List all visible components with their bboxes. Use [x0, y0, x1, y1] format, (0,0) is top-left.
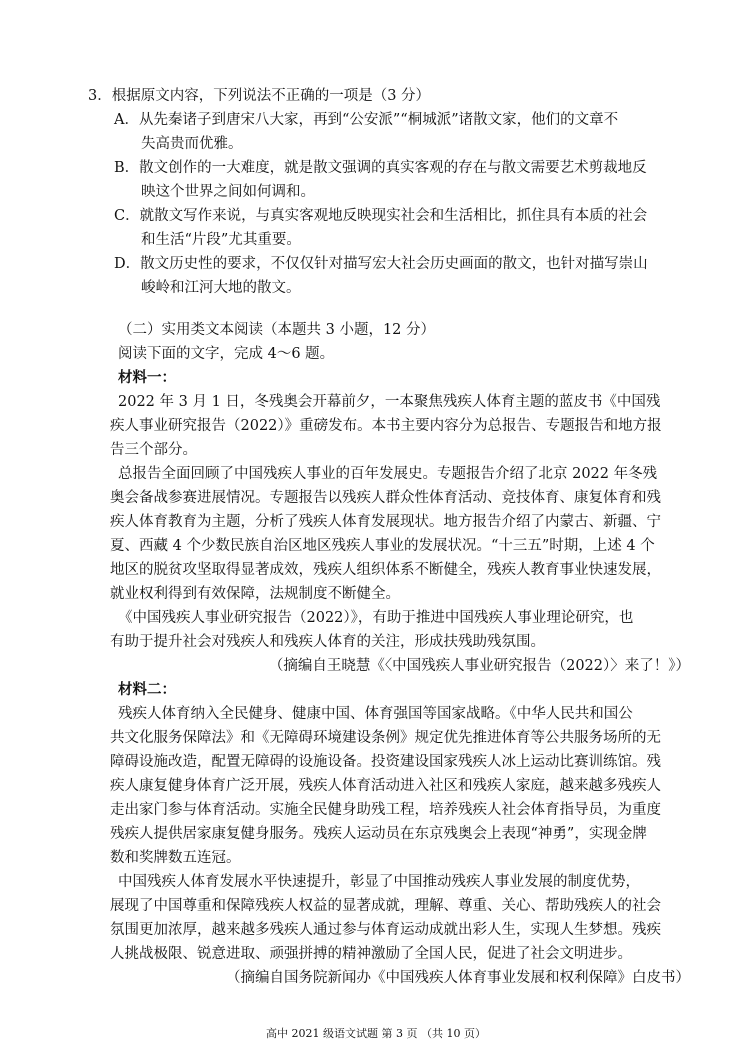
- option-c-line2: 和生活“片段”尤其重要。: [141, 232, 301, 248]
- material-2-source: （摘编自国务院新闻办《中国残疾人体育事业发展和权利保障》白皮书）: [226, 970, 690, 986]
- m1-p2-line3: 疾人体育教育为主题，分析了残疾人体育发展现状。地方报告介绍了内蒙古、新疆、宁: [110, 514, 661, 530]
- m1-p1-line1: 2022 年 3 月 1 日，冬残奥会开幕前夕，一本聚焦残疾人体育主题的蓝皮书《中国残: [118, 394, 661, 410]
- option-a-line1: A．从先秦诸子到唐宋八大家，再到“公安派”“桐城派”诸散文家，他们的文章不: [114, 112, 619, 128]
- material-1-source: （摘编自王晓慧《〈中国残疾人事业研究报告（2022）〉来了！》）: [268, 658, 690, 674]
- section-instruction: 阅读下面的文字，完成 4～6 题。: [118, 346, 335, 362]
- m2-p1-line6: 残疾人提供居家康复健身服务。残疾人运动员在东京残奥会上表现“神勇”，实现金牌: [110, 826, 647, 842]
- m2-p1-line7: 数和奖牌数五连冠。: [110, 850, 241, 866]
- m1-p2-line1: 总报告全面回顾了中国残疾人事业的百年发展史。专题报告介绍了北京 2022 年冬残: [118, 466, 658, 482]
- option-b-line1: B．散文创作的一大难度，就是散文强调的真实客观的存在与散文需要艺术剪裁地反: [114, 160, 647, 176]
- m1-p3-line2: 有助于提升社会对残疾人和残疾人体育的关注，形成扶残助残氛围。: [110, 634, 545, 650]
- m2-p1-line1: 残疾人体育纳入全民健身、健康中国、体育强国等国家战略。《中华人民共和国公: [118, 706, 633, 722]
- m1-p1-line3: 告三个部分。: [110, 442, 197, 458]
- option-a-line2: 失高贵而优雅。: [141, 136, 243, 152]
- option-c-line1: C．就散文写作来说，与真实客观地反映现实社会和生活相比，抓住具有本质的社会: [114, 208, 648, 224]
- m2-p2-line1: 中国残疾人体育发展水平快速提升，彰显了中国推动残疾人事业发展的制度优势，: [118, 874, 640, 890]
- question-3-stem: 3．根据原文内容，下列说法不正确的一项是（3 分）: [88, 88, 431, 104]
- page-footer: 高中 2021 级语文试题 第 3 页 （共 10 页）: [266, 1027, 486, 1040]
- option-b-line2: 映这个世界之间如何调和。: [141, 184, 315, 200]
- m2-p1-line5: 走出家门参与体育活动。实施全民健身助残工程，培养残疾人社会体育指导员，为重度: [110, 802, 661, 818]
- m2-p2-line3: 氛围更加浓厚，越来越多残疾人通过参与体育运动成就出彩人生，实现人生梦想。残疾: [110, 922, 661, 938]
- m1-p2-line2: 奥会备战参赛进展情况。专题报告以残疾人群众性体育活动、竞技体育、康复体育和残: [110, 490, 661, 506]
- material-1-label: 材料一：: [118, 369, 176, 386]
- m2-p2-line4: 人挑战极限、锐意进取、顽强拼搏的精神激励了全国人民，促进了社会文明进步。: [110, 946, 632, 962]
- m1-p2-line4: 夏、西藏 4 个少数民族自治区地区残疾人事业的发展状况。“十三五”时期，上述 4 个: [110, 538, 655, 554]
- m1-p3-line1: 《中国残疾人事业研究报告（2022）》，有助于推进中国残疾人事业理论研究，也: [118, 610, 634, 626]
- option-d-line2: 峻岭和江河大地的散文。: [141, 280, 301, 296]
- m2-p2-line2: 展现了中国尊重和保障残疾人权益的显著成就，理解、尊重、关心、帮助残疾人的社会: [110, 898, 661, 914]
- m1-p2-line6: 就业权利得到有效保障，法规制度不断健全。: [110, 586, 400, 602]
- m2-p1-line3: 障碍设施改造，配置无障碍的设施设备。投资建设国家残疾人冰上运动比赛训练馆。残: [110, 754, 661, 770]
- m1-p2-line5: 地区的脱贫攻坚取得显著成效，残疾人组织体系不断健全，残疾人教育事业快速发展，: [110, 562, 661, 578]
- m2-p1-line2: 共文化服务保障法》和《无障碍环境建设条例》规定优先推进体育等公共服务场所的无: [110, 730, 661, 746]
- option-d-line1: D．散文历史性的要求，不仅仅针对描写宏大社会历史画面的散文，也针对描写崇山: [114, 256, 648, 272]
- material-2-label: 材料二：: [118, 681, 176, 698]
- m2-p1-line4: 疾人康复健身体育广泛开展，残疾人体育活动进入社区和残疾人家庭，越来越多残疾人: [110, 778, 661, 794]
- m1-p1-line2: 疾人事业研究报告（2022）》重磅发布。本书主要内容分为总报告、专题报告和地方报: [110, 418, 662, 434]
- section-heading: （二）实用类文本阅读（本题共 3 小题，12 分）: [118, 322, 436, 338]
